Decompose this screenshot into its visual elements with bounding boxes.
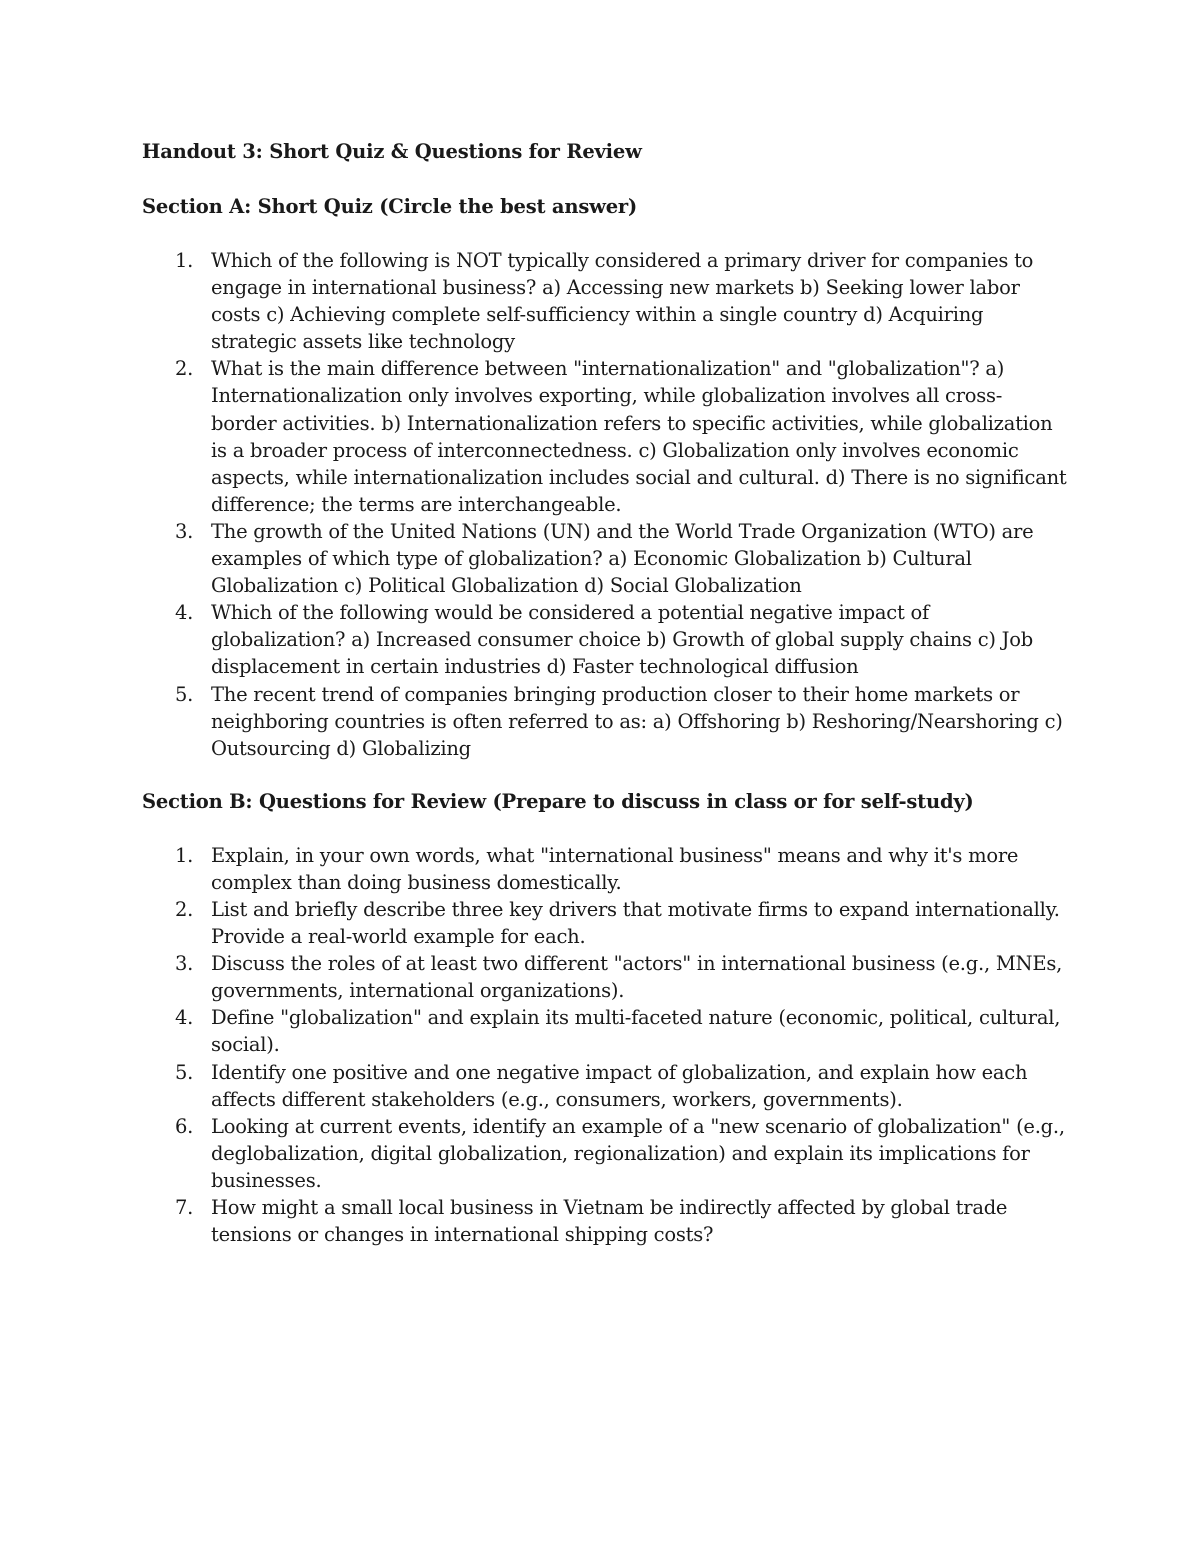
item-text: Define "globalization" and explain its multi-faceted nature (economic, political, cultural, social). — [211, 1006, 1061, 1057]
item-text: How might a small local business in Vietnam be indirectly affected by global trade tensions or changes in international shipping costs? — [211, 1196, 1008, 1247]
list-item — [142, 681, 1067, 762]
item-number: 4. — [175, 1006, 194, 1030]
section-a-heading: Section A: Short Quiz (Circle the best answer) — [142, 195, 638, 218]
item-number: 1. — [175, 249, 194, 272]
item-number: 7. — [175, 1196, 194, 1219]
item-text: Which of the following would be considered a potential negative impact of globalization? a) Increased consumer choice b) Growth of global supply chains c) Job displacement in certain industries d) Faster technological diffusion — [211, 601, 1033, 679]
document-title: Handout 3: Short Quiz & Questions for Review — [142, 140, 642, 163]
list-item — [142, 950, 1067, 1004]
item-text: Discuss the roles of at least two different "actors" in international business (e.g., MNEs, governments, international organizations). — [211, 952, 1063, 1003]
list-item — [142, 842, 1067, 896]
item-text: What is the main difference between "internationalization" and "globalization"? a) Internationalization only involves exporting, while globalization involves all cross-border activities. b) Internationalization refers to specific activities, while globalization is a broader process of interconnectedness. c) Globalization only involves economic aspects, while internationalization includes social and cultural. d) There is no significant difference; the terms are interchangeable. — [211, 357, 1067, 516]
item-number: 6. — [175, 1114, 194, 1138]
item-number: 5. — [175, 682, 194, 706]
item-text: The recent trend of companies bringing production closer to their home markets or neighboring countries is often referred to as: a) Offshoring b) Reshoring/Nearshoring c) Outsourcing d) Globalizing — [211, 682, 1063, 760]
item-number: 2. — [175, 897, 194, 921]
section-b-list — [142, 842, 1067, 1248]
item-text: Explain, in your own words, what "international business" means and why it's more complex than doing business domestically. — [211, 843, 1019, 894]
item-text: The growth of the United Nations (UN) and the World Trade Organization (WTO) are examples of which type of globalization? a) Economic Globalization b) Cultural Globalization c) Political Globalization d) Social Globalization — [211, 519, 1034, 598]
list-item — [142, 1113, 1067, 1194]
section-b — [142, 788, 1067, 1248]
list-item — [142, 518, 1067, 599]
item-text: Which of the following is NOT typically considered a primary driver for companies to engage in international business? a) Accessing new markets b) Seeking lower labor costs c) Achieving complete self-sufficiency within a single country d) Acquiring strategic assets like technology — [211, 249, 1034, 354]
list-item — [142, 355, 1067, 518]
item-number: 4. — [175, 601, 194, 625]
document-page — [142, 138, 1067, 1248]
item-number: 1. — [175, 843, 194, 867]
section-b-heading: Section B: Questions for Review (Prepare to discuss in class or for self-study) — [142, 789, 974, 813]
item-number: 2. — [175, 357, 194, 381]
item-text: List and briefly describe three key drivers that motivate firms to expand internationally. Provide a real-world example for each. — [211, 897, 1060, 949]
item-text: Looking at current events, identify an example of a "new scenario of globalization" (e.g., deglobalization, digital globalization, regionalization) and explain its implications for businesses. — [211, 1114, 1065, 1192]
list-item — [142, 1004, 1067, 1058]
list-item — [142, 1194, 1067, 1248]
list-item — [142, 247, 1067, 355]
list-item — [142, 1059, 1067, 1113]
item-number: 3. — [175, 519, 194, 543]
list-item — [142, 599, 1067, 680]
section-a-list — [142, 247, 1067, 762]
section-a — [142, 193, 1067, 762]
list-item — [142, 896, 1067, 950]
item-number: 5. — [175, 1060, 194, 1084]
item-text: Identify one positive and one negative impact of globalization, and explain how each affects different stakeholders (e.g., consumers, workers, governments). — [211, 1060, 1028, 1111]
item-number: 3. — [175, 952, 194, 976]
